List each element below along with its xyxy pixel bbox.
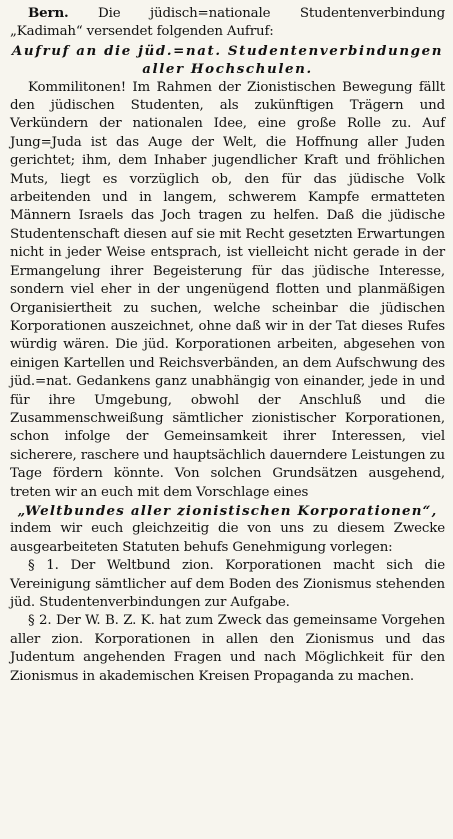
body-paragraph-2: indem wir euch gleichzeitig die von uns zu diesem Zwecke ausgearbeiteten Statuten behufs Genehmigung vorlegen: bbox=[10, 521, 445, 555]
statute-section-1: § 1. Der Weltbund zion. Korporationen macht sich die Vereinigung sämtlicher auf dem Boden des Zionismus stehenden jüd. Studentenverbindungen zur Aufgabe. bbox=[10, 558, 445, 610]
body-paragraph-1: Kommilitonen! Im Rahmen der Zionistischen Bewegung fällt den jüdischen Studenten, als zukünftigen Trägern und Verkündern der nationalen Idee, eine große Rolle zu. Auf Jung=Juda ist das Auge der Welt, die Hoffnung aller Juden gerichtet; ihm, dem Inhaber jugendlicher Kraft und fröhlichen Muts, liegt es vorzüglich ob, den für das jüdische Volk arbeitenden und in langem, schwerem Kampfe ermatteten Männern Israels das Joch tragen zu helfen. Daß die jüdische Studentenschaft diesen auf sie mit Recht gesetzten Erwartungen nicht in jeder Weise entsprach, ist vielleicht nicht gerade in der Ermangelung ihrer Begeisterung für das jüdische Interesse, sondern viel eher in der ungenügend flotten und planmäßigen Organisiertheit zu suchen, welche scheinbar die jüdischen Korporationen auszeichnet, ohne daß wir in der Tat dieses Rufes würdig wären. Die jüd. Korporationen arbeiten, abgesehen von einigen Kartellen und Reichsverbänden, an dem Aufschwung des jüd.=nat. Gedankens ganz unabhängig von einander, jede in und für ihre Umgebung, obwohl der Anschluß und die Zusammenschweißung sämtlicher zionistischer Korporationen, schon infolge der Gemeinsamkeit ihrer Interessen, viel sicherere, raschere und hauptsächlich dauerndere Leistungen zu Tage fördern könnte. Von solchen Grundsätzen ausgehend, treten wir an euch mit dem Vorschlage eines bbox=[10, 79, 446, 500]
appeal-heading: Aufruf an die jüd.=nat. Studentenverbindungen aller Hochschulen. bbox=[11, 42, 444, 78]
proposal-title: „Weltbundes aller zionistischen Korporationen“, bbox=[17, 502, 438, 519]
statute-section-2: § 2. Der W. B. Z. K. hat zum Zweck das gemeinsame Vorgehen aller zion. Korporationen in allen den Zionismus und das Judentum angehenden Fragen und nach Möglichkeit für den Zionismus in akademischen Kreisen Propaganda zu machen. bbox=[10, 613, 445, 684]
intro-paragraph bbox=[10, 4, 445, 42]
dateline-city: Bern. bbox=[28, 5, 69, 21]
intro-text: Die jüdisch=nationale Studentenverbindung „Kadimah“ versendet folgenden Aufruf: bbox=[10, 6, 446, 40]
